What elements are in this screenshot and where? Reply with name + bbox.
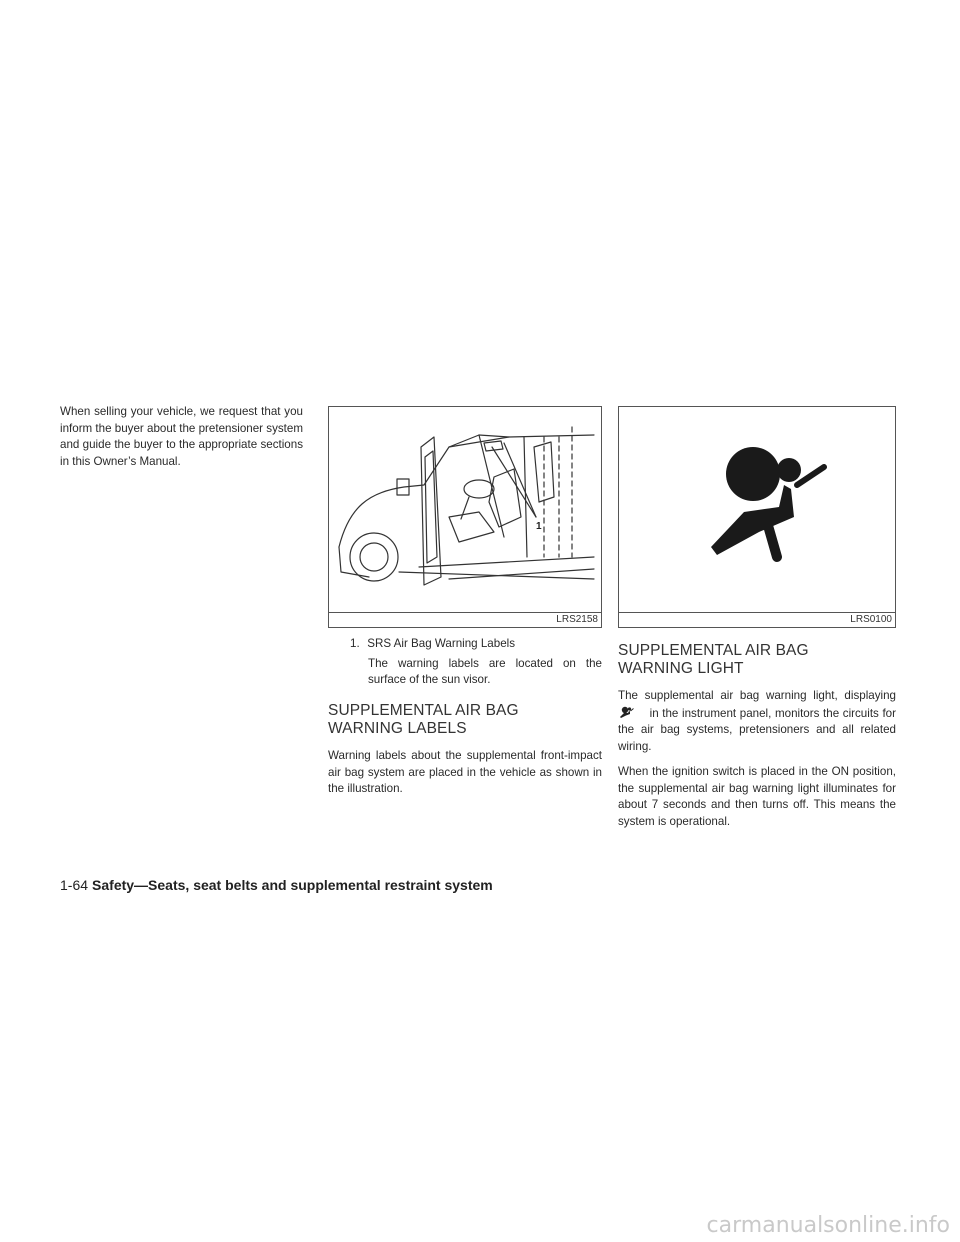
caption-detail: The warning labels are located on the surface of the sun visor. [368, 657, 602, 686]
figure-caption [350, 636, 602, 652]
air-bag-inline-icon [618, 705, 646, 719]
warning-light-body1 [618, 688, 896, 755]
right-column [618, 406, 896, 839]
warning-labels-figure [328, 406, 602, 628]
warning-labels-body: Warning labels about the supplemental front-impact air bag system are placed in the vehicle as shown in the illustration. [328, 749, 602, 795]
left-column [60, 404, 303, 479]
air-bag-warning-symbol-icon [619, 407, 895, 612]
caption-number: 1. [350, 637, 360, 650]
heading-line1: SUPPLEMENTAL AIR BAG [328, 702, 519, 719]
caption-title: SRS Air Bag Warning Labels [367, 637, 516, 650]
vehicle-door-open-illustration-icon [329, 407, 601, 612]
warning-light-figure [618, 406, 896, 628]
warning-light-body2: When the ignition switch is placed in the ON position, the supplemental air bag warning light illuminates for about 7 seconds and then turns off. This means the system is operational. [618, 765, 896, 828]
body1-after: in the instrument panel, monitors the circuits for the air bag systems, pretensioners and all related wiring. [618, 706, 896, 753]
warning-light-heading [618, 642, 896, 678]
heading-line2: WARNING LABELS [328, 720, 467, 737]
watermark: carmanualsonline.info [706, 1213, 950, 1238]
page-footer [60, 877, 493, 893]
heading-line2: WARNING LIGHT [618, 660, 744, 677]
figure-code: LRS0100 [619, 612, 895, 627]
warning-labels-heading [328, 702, 602, 738]
middle-column [328, 406, 602, 807]
figure-code: LRS2158 [329, 612, 601, 627]
heading-line1: SUPPLEMENTAL AIR BAG [618, 642, 809, 659]
selling-vehicle-paragraph: When selling your vehicle, we request that you inform the buyer about the pretensioner system and guide the buyer to the appropriate sections in this Owner’s Manual. [60, 405, 303, 468]
callout-number: 1 [536, 521, 542, 532]
body1-before: The supplemental air bag warning light, displaying [618, 689, 896, 702]
section-title: Safety—Seats, seat belts and supplemental restraint system [92, 877, 493, 893]
page-number: 1-64 [60, 877, 89, 893]
